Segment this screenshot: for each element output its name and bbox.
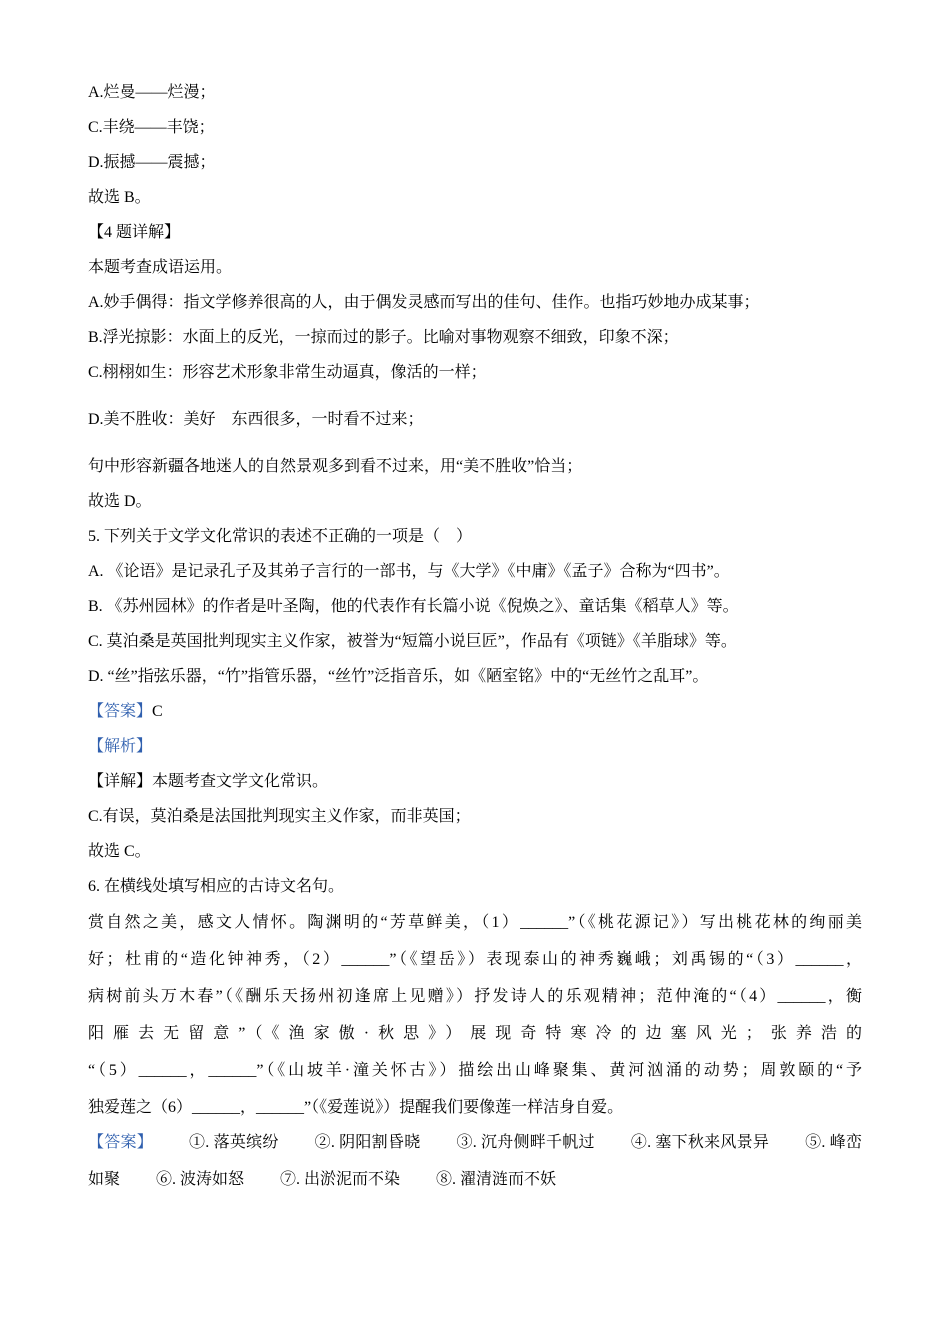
q3-option-c: C.丰绕——丰饶； xyxy=(88,119,215,136)
q5-detail-label: 【详解】 xyxy=(88,773,153,790)
q3-conclusion: 故选 B。 xyxy=(88,189,151,206)
q4-heading: 【4 题详解】 xyxy=(88,224,181,241)
q5-option-a: A. 《论语》是记录孔子及其弟子言行的一部书，与《大学》《中庸》《孟子》合称为“四书”。 xyxy=(88,563,730,580)
q6-answer-item: ⑧. 濯清涟而不妖 xyxy=(436,1171,557,1188)
q5-option-c: C. 莫泊桑是英国批判现实主义作家，被誉为“短篇小说巨匠”，作品有《项链》《羊脂球》等。 xyxy=(88,633,737,650)
q6-passage-line: 赏自然之美，感文人情怀。陶渊明的“芳草鲜美，（1）______”（《桃花源记》）写出桃花林的绚丽美 xyxy=(88,914,862,931)
q3-option-a: A.烂曼——烂漫； xyxy=(88,84,216,101)
q4-option-b: B.浮光掠影：水面上的反光，一掠而过的影子。比喻对事物观察不细致，印象不深； xyxy=(88,329,679,346)
q4-conclusion: 故选 D。 xyxy=(88,493,152,510)
q5-option-d: D. “丝”指弦乐器，“竹”指管乐器，“丝竹”泛指音乐，如《陋室铭》中的“无丝竹之乱耳”。 xyxy=(88,668,709,685)
q5-answer-value: C xyxy=(152,703,163,720)
q5-conclusion: 故选 C。 xyxy=(88,843,151,860)
q6-passage xyxy=(88,904,862,1126)
q6-passage-line: “（5）______，______”（《山坡羊·潼关怀古》）描绘出山峰聚集、黄河汹涌的动势；周敦颐的“予 xyxy=(88,1062,862,1079)
q6-passage-line: 独爱莲之（6）______，______”（《爱莲说》）提醒我们要像莲一样洁身自爱。 xyxy=(88,1099,624,1116)
q5-analysis-label: 【解析】 xyxy=(88,738,153,755)
q6-answer-item: ⑦. 出淤泥而不染 xyxy=(280,1171,401,1188)
q4-option-c: C.栩栩如生：形容艺术形象非常生动逼真，像活的一样； xyxy=(88,364,487,381)
q6-answer-item: ⑥. 波涛如怒 xyxy=(156,1171,245,1188)
q6-answers xyxy=(88,1124,862,1198)
q6-answer-item: ②. 阴阳割昏晓 xyxy=(314,1134,421,1151)
q5-answer xyxy=(88,694,862,729)
q4-option-a: A.妙手偶得：指文学修养很高的人，由于偶发灵感而写出的佳句、佳作。也指巧妙地办成某事； xyxy=(88,294,760,311)
q6-answer-item: ④. 塞下秋来风景异 xyxy=(630,1134,770,1151)
q5-stem: 5. 下列关于文学文化常识的表述不正确的一项是（ ） xyxy=(88,528,473,545)
q4-analysis: 句中形容新疆各地迷人的自然景观多到看不过来，用“美不胜收”恰当； xyxy=(88,458,583,475)
q6-stem: 6. 在横线处填写相应的古诗文名句。 xyxy=(88,878,345,895)
q3-option-d: D.振撼——震撼； xyxy=(88,154,216,171)
q4-intro: 本题考查成语运用。 xyxy=(88,259,233,276)
q6-answer-item: ⑤. 峰峦如聚 xyxy=(88,1134,862,1188)
q6-answer-item: ③. 沉舟侧畔千帆过 xyxy=(456,1134,595,1151)
q6-passage-line: 病树前头万木春”（《酬乐天扬州初逢席上见赠》）抒发诗人的乐观精神；范仲淹的“（4）______，衡 xyxy=(88,988,862,1005)
q5-answer-label: 【答案】 xyxy=(88,703,153,720)
q5-option-b: B. 《苏州园林》的作者是叶圣陶，他的代表作有长篇小说《倪焕之》、童话集《稻草人》等。 xyxy=(88,598,739,615)
q5-detail xyxy=(88,764,862,799)
q6-answer-label: 【答案】 xyxy=(88,1134,154,1151)
q6-answer-item: ①. 落英缤纷 xyxy=(189,1134,279,1151)
q6-passage-line: 阳雁去无留意”（《渔家傲·秋思》）展现奇特寒冷的边塞风光；张养浩的 xyxy=(88,1025,862,1042)
q4-option-d: D.美不胜收：美好 东西很多，一时看不过来； xyxy=(88,411,424,428)
q5-detail-text: 本题考查文学文化常识。 xyxy=(152,773,329,790)
q5-explanation: C.有误，莫泊桑是法国批判现实主义作家，而非英国； xyxy=(88,808,471,825)
q6-passage-line: 好；杜甫的“造化钟神秀，（2）______”（《望岳》）表现泰山的神秀巍峨；刘禹锡的“（3）______， xyxy=(88,951,862,968)
